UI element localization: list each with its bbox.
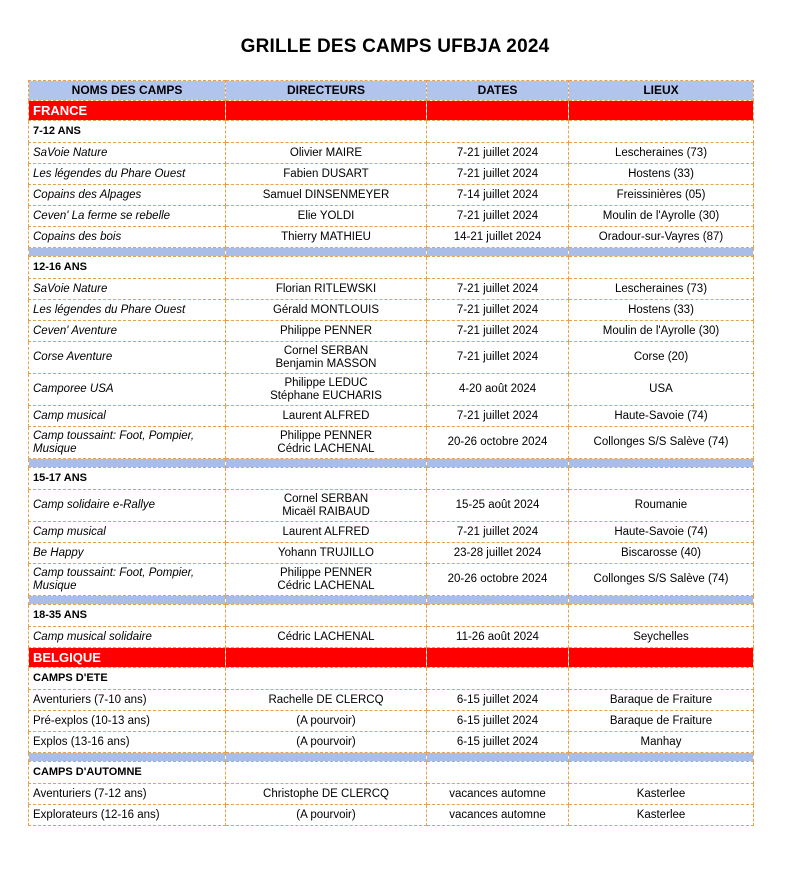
camp-director: [226, 342, 427, 374]
camp-director: (A pourvoir): [226, 732, 427, 753]
camp-dates: 7-21 juillet 2024: [427, 300, 569, 321]
table-row: [29, 185, 754, 206]
table-row: [29, 711, 754, 732]
director-line: Cornel SERBAN: [283, 492, 369, 505]
camp-location: Moulin de l'Ayrolle (30): [569, 206, 754, 227]
table-row: [29, 374, 754, 406]
camp-dates: 23-28 juillet 2024: [427, 543, 569, 564]
camp-dates: 7-21 juillet 2024: [427, 143, 569, 164]
camp-director: Christophe DE CLERCQ: [226, 784, 427, 805]
table-row: [29, 690, 754, 711]
camp-name: SaVoie Nature: [29, 143, 226, 164]
section-separator: [29, 248, 754, 257]
table-row: [29, 522, 754, 543]
group-row: [29, 762, 754, 784]
camp-name: Camp musical: [29, 522, 226, 543]
camp-director: Rachelle DE CLERCQ: [226, 690, 427, 711]
table-row: [29, 784, 754, 805]
country-label: BELGIQUE: [29, 648, 226, 668]
camp-name: Les légendes du Phare Ouest: [29, 300, 226, 321]
camp-name-line: Musique: [33, 579, 77, 592]
camp-location: Hostens (33): [569, 164, 754, 185]
camp-location: Corse (20): [569, 342, 754, 374]
camp-name: Pré-explos (10-13 ans): [29, 711, 226, 732]
camp-location: Kasterlee: [569, 805, 754, 826]
camp-name: Camp musical solidaire: [29, 627, 226, 648]
camp-location: Baraque de Fraiture: [569, 690, 754, 711]
camp-director: Yohann TRUJILLO: [226, 543, 427, 564]
camp-dates: 15-25 août 2024: [427, 490, 569, 522]
group-row: [29, 257, 754, 279]
group-label: 7-12 ANS: [29, 121, 226, 143]
table-row: [29, 406, 754, 427]
camp-name: Explorateurs (12-16 ans): [29, 805, 226, 826]
table-row: [29, 627, 754, 648]
camp-location: Lescheraines (73): [569, 279, 754, 300]
camp-dates: 7-21 juillet 2024: [427, 406, 569, 427]
camp-name: Be Happy: [29, 543, 226, 564]
camps-table: [28, 80, 754, 826]
header-camp-names: NOMS DES CAMPS: [29, 81, 226, 101]
director-line: Philippe PENNER: [279, 566, 373, 579]
camp-location: Roumanie: [569, 490, 754, 522]
page-title: GRILLE DES CAMPS UFBJA 2024: [240, 36, 550, 57]
camp-dates: 7-21 juillet 2024: [427, 206, 569, 227]
camp-director: Cédric LACHENAL: [226, 627, 427, 648]
camp-location: Oradour-sur-Vayres (87): [569, 227, 754, 248]
table-row: [29, 490, 754, 522]
group-row: [29, 468, 754, 490]
camp-name: Aventuriers (7-10 ans): [29, 690, 226, 711]
camp-name: Les légendes du Phare Ouest: [29, 164, 226, 185]
group-label: 12-16 ANS: [29, 257, 226, 279]
group-row: [29, 668, 754, 690]
table-row: [29, 300, 754, 321]
camp-location: Haute-Savoie (74): [569, 406, 754, 427]
table-row: [29, 543, 754, 564]
camp-name: SaVoie Nature: [29, 279, 226, 300]
camp-location: Haute-Savoie (74): [569, 522, 754, 543]
camp-dates: 7-21 juillet 2024: [427, 342, 569, 374]
camp-director: Fabien DUSART: [226, 164, 427, 185]
camp-director: [226, 564, 427, 596]
group-label: CAMPS D'ETE: [29, 668, 226, 690]
header-dates: DATES: [427, 81, 569, 101]
camp-director: (A pourvoir): [226, 805, 427, 826]
camp-director: [226, 490, 427, 522]
section-separator: [29, 596, 754, 605]
director-line: Micaël RAIBAUD: [282, 505, 370, 518]
camp-dates: 20-26 octobre 2024: [427, 564, 569, 596]
camp-location: Biscarosse (40): [569, 543, 754, 564]
table-row: [29, 227, 754, 248]
header-directors: DIRECTEURS: [226, 81, 427, 101]
table-row: [29, 164, 754, 185]
camp-director: Samuel DINSENMEYER: [226, 185, 427, 206]
camp-dates: vacances automne: [427, 805, 569, 826]
table-row: [29, 279, 754, 300]
camp-name: Camp solidaire e-Rallye: [29, 490, 226, 522]
camp-name: Aventuriers (7-12 ans): [29, 784, 226, 805]
country-label: FRANCE: [29, 101, 226, 121]
group-label: 18-35 ANS: [29, 605, 226, 627]
table-row: [29, 805, 754, 826]
section-separator: [29, 753, 754, 762]
camp-dates: 14-21 juillet 2024: [427, 227, 569, 248]
camp-director: Laurent ALFRED: [226, 406, 427, 427]
group-row: [29, 121, 754, 143]
camp-director: Philippe PENNER: [226, 321, 427, 342]
camp-dates: 20-26 octobre 2024: [427, 427, 569, 459]
camp-name-line: Musique: [33, 442, 77, 455]
camp-director: Olivier MAIRE: [226, 143, 427, 164]
camp-dates: 6-15 juillet 2024: [427, 711, 569, 732]
camp-location: Collonges S/S Salève (74): [569, 564, 754, 596]
camp-name: Copains des bois: [29, 227, 226, 248]
director-line: Cornel SERBAN: [283, 344, 369, 357]
group-label: 15-17 ANS: [29, 468, 226, 490]
camp-dates: 7-21 juillet 2024: [427, 321, 569, 342]
camp-name: Ceven' La ferme se rebelle: [29, 206, 226, 227]
group-label: CAMPS D'AUTOMNE: [29, 762, 226, 784]
camp-dates: vacances automne: [427, 784, 569, 805]
camp-director: Gérald MONTLOUIS: [226, 300, 427, 321]
director-line: Cédric LACHENAL: [277, 579, 375, 592]
camp-location: Lescheraines (73): [569, 143, 754, 164]
group-row: [29, 605, 754, 627]
camp-location: Freissinières (05): [569, 185, 754, 206]
country-row-belgique: [29, 648, 754, 668]
table-header-row: [29, 81, 754, 101]
table-row: [29, 206, 754, 227]
table-row: [29, 427, 754, 459]
table-row: [29, 143, 754, 164]
camp-director: [226, 374, 427, 406]
director-line: Stéphane EUCHARIS: [270, 389, 382, 402]
country-row-france: [29, 101, 754, 121]
camp-name: [29, 564, 226, 596]
camp-dates: 6-15 juillet 2024: [427, 690, 569, 711]
director-line: Benjamin MASSON: [275, 357, 377, 370]
camp-director: (A pourvoir): [226, 711, 427, 732]
header-locations: LIEUX: [569, 81, 754, 101]
camp-location: Moulin de l'Ayrolle (30): [569, 321, 754, 342]
camp-location: Kasterlee: [569, 784, 754, 805]
camp-name-line: Camp toussaint: Foot, Pompier,: [33, 566, 195, 579]
camp-location: Manhay: [569, 732, 754, 753]
director-line: Cédric LACHENAL: [277, 442, 375, 455]
table-row: [29, 732, 754, 753]
director-line: Philippe PENNER: [279, 429, 373, 442]
camp-director: [226, 427, 427, 459]
section-separator: [29, 459, 754, 468]
camp-director: Laurent ALFRED: [226, 522, 427, 543]
camp-name: Camp musical: [29, 406, 226, 427]
table-row: [29, 342, 754, 374]
camp-director: Florian RITLEWSKI: [226, 279, 427, 300]
camp-director: Thierry MATHIEU: [226, 227, 427, 248]
camp-name: Ceven' Aventure: [29, 321, 226, 342]
camp-name-line: Camp toussaint: Foot, Pompier,: [33, 429, 195, 442]
camp-dates: 4-20 août 2024: [427, 374, 569, 406]
camp-name: Explos (13-16 ans): [29, 732, 226, 753]
camp-name: Camporee USA: [29, 374, 226, 406]
table-row: [29, 321, 754, 342]
camp-dates: 11-26 août 2024: [427, 627, 569, 648]
director-line: Philippe LEDUC: [284, 376, 368, 389]
camp-dates: 7-21 juillet 2024: [427, 522, 569, 543]
camp-director: Elie YOLDI: [226, 206, 427, 227]
camp-location: Collonges S/S Salève (74): [569, 427, 754, 459]
camp-dates: 7-14 juillet 2024: [427, 185, 569, 206]
camp-dates: 6-15 juillet 2024: [427, 732, 569, 753]
camp-location: Hostens (33): [569, 300, 754, 321]
camp-location: Seychelles: [569, 627, 754, 648]
table-row: [29, 564, 754, 596]
camp-name: Corse Aventure: [29, 342, 226, 374]
camp-location: USA: [569, 374, 754, 406]
camp-name: [29, 427, 226, 459]
camp-name: Copains des Alpages: [29, 185, 226, 206]
camp-dates: 7-21 juillet 2024: [427, 164, 569, 185]
camp-location: Baraque de Fraiture: [569, 711, 754, 732]
camp-dates: 7-21 juillet 2024: [427, 279, 569, 300]
